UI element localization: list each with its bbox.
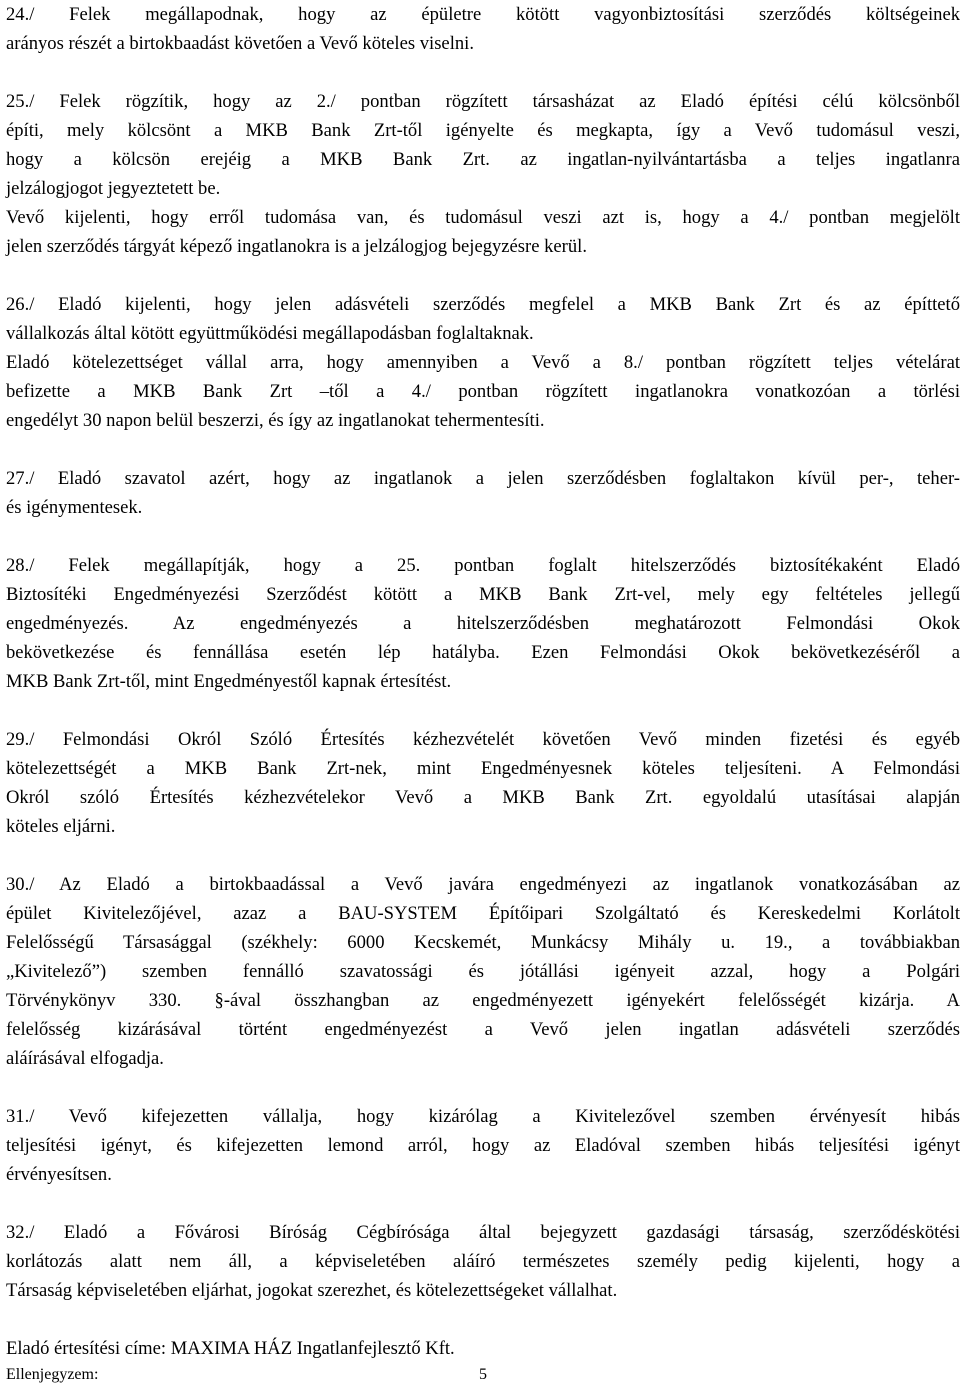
text-line: és igénymentesek. bbox=[6, 497, 143, 518]
paragraph-25 bbox=[6, 87, 960, 261]
text-line: bekövetkezése és fennállása esetén lép hatályba. Ezen Felmondási Okok bekövetkezéséről a bbox=[6, 642, 960, 663]
paragraph-31 bbox=[6, 1102, 960, 1189]
text-line: 25./ Felek rögzítik, hogy az 2./ pontban rögzített társasházat az Eladó építési célú kölcsönből bbox=[6, 91, 960, 112]
text-line: kötelezettségét a MKB Bank Zrt-nek, mint Engedményesnek köteles teljesíteni. A Felmondási bbox=[6, 758, 960, 779]
text-line: Eladó értesítési címe: MAXIMA HÁZ Ingatlanfejlesztő Kft. bbox=[6, 1338, 455, 1359]
paragraph-26 bbox=[6, 290, 960, 435]
text-line: 29./ Felmondási Okról Szóló Értesítés kézhezvételét követően Vevő minden fizetési és egyéb bbox=[6, 729, 960, 750]
page-number: 5 bbox=[479, 1366, 487, 1383]
text-line: 26./ Eladó kijelenti, hogy jelen adásvételi szerződés megfelel a MKB Bank Zrt és az építtető bbox=[6, 294, 960, 315]
text-line: engedélyt 30 napon belül beszerzi, és így az ingatlanokat tehermentesíti. bbox=[6, 410, 545, 431]
seller-address bbox=[6, 1334, 960, 1363]
text-line: jelen szerződés tárgyát képező ingatlanokra is a jelzálogjog bejegyzésre kerül. bbox=[6, 236, 587, 257]
text-line: felelősség kizárásával történt engedményezést a Vevő jelen ingatlan adásvételi szerződés bbox=[6, 1019, 960, 1040]
paragraph-28 bbox=[6, 551, 960, 696]
text-line: aláírásával elfogadja. bbox=[6, 1048, 164, 1069]
text-line: 27./ Eladó szavatol azért, hogy az ingatlanok a jelen szerződésben foglaltakon kívül per-, teher- bbox=[6, 468, 960, 489]
text-line: 24./ Felek megállapodnak, hogy az épületre kötött vagyonbiztosítási szerződés költségeinek bbox=[6, 4, 960, 25]
text-line: 30./ Az Eladó a birtokbaadással a Vevő javára engedményezi az ingatlanok vonatkozásában az bbox=[6, 874, 960, 895]
text-line: befizette a MKB Bank Zrt –től a 4./ pontban rögzített ingatlanokra vonatkozóan a törlési bbox=[6, 381, 960, 402]
text-line: vállalkozás által kötött együttműködési megállapodásban foglaltaknak. bbox=[6, 323, 534, 344]
text-line: Biztosítéki Engedményezési Szerződést kötött a MKB Bank Zrt-vel, mely egy feltételes jellegű bbox=[6, 584, 960, 605]
text-line: arányos részét a birtokbaadást követően a Vevő köteles viselni. bbox=[6, 33, 474, 54]
text-line: engedményezés. Az engedményezés a hitelszerződésben meghatározott Felmondási Okok bbox=[6, 613, 960, 634]
paragraph-32 bbox=[6, 1218, 960, 1305]
text-line: korlátozás alatt nem áll, a képviseletében aláíró természetes személy pedig kijelenti, hogy a bbox=[6, 1251, 960, 1272]
text-line: Okról szóló Értesítés kézhezvételekor Vevő a MKB Bank Zrt. egyoldalú utasításai alapján bbox=[6, 787, 960, 808]
text-line: építi, mely kölcsönt a MKB Bank Zrt-től igényelte és megkapta, így a Vevő tudomásul veszi, bbox=[6, 120, 960, 141]
text-line: köteles eljárni. bbox=[6, 816, 116, 837]
text-line: épület Kivitelezőjével, azaz a BAU-SYSTEM Építőipari Szolgáltató és Kereskedelmi Korlátolt bbox=[6, 903, 960, 924]
text-line: „Kivitelező”) szemben fennálló szavatossági és jótállási igényeit azzal, hogy a Polgári bbox=[6, 961, 960, 982]
paragraph-29 bbox=[6, 725, 960, 841]
text-line: teljesítési igényt, és kifejezetten lemond arról, hogy az Eladóval szemben hibás teljesítési igényt bbox=[6, 1135, 960, 1156]
text-line: Felelősségű Társasággal (székhely: 6000 Kecskemét, Munkácsy Mihály u. 19., a továbbiakban bbox=[6, 932, 960, 953]
text-line: érvényesítsen. bbox=[6, 1164, 112, 1185]
text-line: 31./ Vevő kifejezetten vállalja, hogy kizárólag a Kivitelezővel szemben érvényesít hibás bbox=[6, 1106, 960, 1127]
paragraph-27 bbox=[6, 464, 960, 522]
text-line: 32./ Eladó a Fővárosi Bíróság Cégbírósága által bejegyzett gazdasági társaság, szerződéskötési bbox=[6, 1222, 960, 1243]
text-line: MKB Bank Zrt-től, mint Engedményestől kapnak értesítést. bbox=[6, 671, 452, 692]
paragraph-30 bbox=[6, 870, 960, 1073]
paragraph-24 bbox=[6, 0, 960, 58]
text-line: Társaság képviseletében eljárhat, jogokat szerezhet, és kötelezettségeket vállalhat. bbox=[6, 1280, 618, 1301]
document-page bbox=[6, 0, 960, 1363]
text-line: 28./ Felek megállapítják, hogy a 25. pontban foglalt hitelszerződés biztosítékaként Eladó bbox=[6, 555, 960, 576]
text-line: hogy a kölcsön erejéig a MKB Bank Zrt. az ingatlan-nyilvántartásba a teljes ingatlanra bbox=[6, 149, 960, 170]
countersign-label: Ellenjegyzem: bbox=[6, 1366, 99, 1383]
text-line: Eladó kötelezettséget vállal arra, hogy amennyiben a Vevő a 8./ pontban rögzített teljes vételárat bbox=[6, 352, 960, 373]
text-line: Vevő kijelenti, hogy erről tudomása van, és tudomásul veszi azt is, hogy a 4./ pontban megjelölt bbox=[6, 207, 960, 228]
text-line: jelzálogjogot jegyeztetett be. bbox=[6, 178, 221, 199]
text-line: Törvénykönyv 330. §-ával összhangban az engedményezett igényekért felelősségét kizárja. A bbox=[6, 990, 960, 1011]
